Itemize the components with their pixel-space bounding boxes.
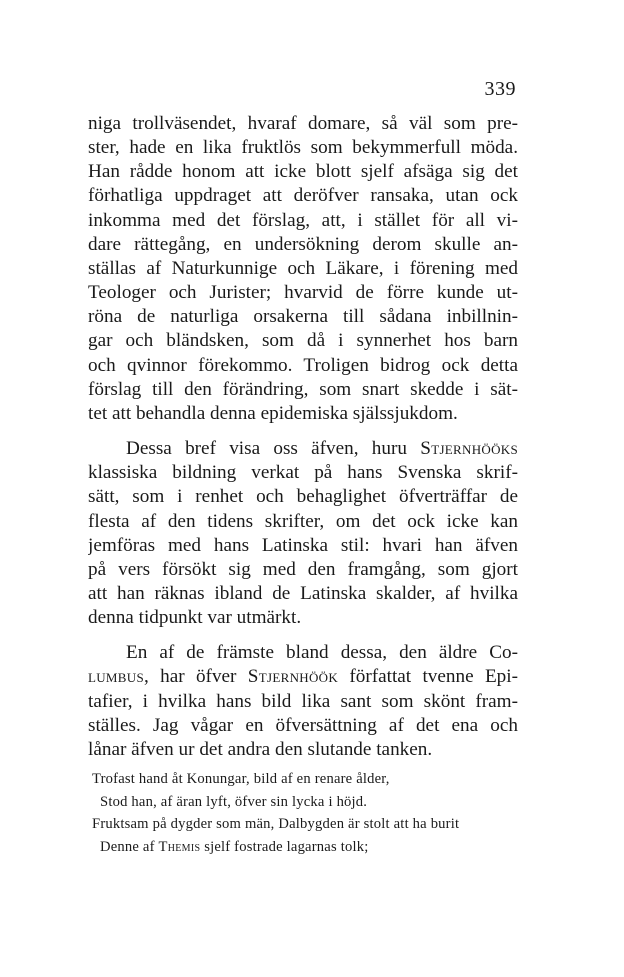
text-line: ster, hade en lika fruktlös som bekymmerfull möda. xyxy=(88,137,518,159)
text-line: att han räknas ibland de Latinska skalder, af hvilka xyxy=(88,582,518,604)
body-text xyxy=(88,112,518,762)
person-name: Stjernhöök xyxy=(247,666,339,688)
text-span: författat tvenne Epi- xyxy=(338,666,518,688)
paragraph-3 xyxy=(88,641,518,762)
text-line: Teologer och Jurister; hvarvid de förre kunde ut- xyxy=(88,282,518,304)
poem-line: Fruktsam på dygder som män, Dalbygden är stolt att ha burit xyxy=(92,816,460,833)
text-line: gar och bländsken, som då i synnerhet hos barn xyxy=(88,330,518,352)
text-line: på vers försökt sig med den framgång, som gjort xyxy=(88,558,518,580)
paragraph-2 xyxy=(88,437,518,630)
text-line: denna tidpunkt var utmärkt. xyxy=(88,607,302,629)
text-line: Han rådde honom att icke blott sjelf afsäga sig det xyxy=(88,161,518,183)
poem xyxy=(92,768,518,858)
text-line: förslag till den förändring, som snart skedde i sät- xyxy=(88,378,518,400)
text-line: sätt, som i renhet och behaglighet öfverträffar de xyxy=(88,486,518,508)
text-line xyxy=(88,437,518,461)
text-line: dare rättegång, en undersökning derom skulle an- xyxy=(88,233,518,255)
text-line: förhatliga uppdraget att deröfver ransaka, utan ock xyxy=(88,185,518,207)
text-line: inkomma med det förslag, att, i stället för all vi- xyxy=(88,209,518,231)
person-name: lumbus xyxy=(88,666,144,688)
poem-line: Stod han, af äran lyft, öfver sin lycka i höjd. xyxy=(100,793,368,810)
text-line: niga trollväsendet, hvaraf domare, så väl som pre- xyxy=(88,113,518,134)
text-span: sjelf fostrade lagarnas tolk; xyxy=(200,838,369,855)
paragraph-1 xyxy=(88,112,518,426)
text-line: tafier, i hvilka hans bild lika sant som skönt fram- xyxy=(88,690,518,712)
text-line: klassiska bildning verkat på hans Svenska skrif- xyxy=(88,462,518,484)
page-number: 339 xyxy=(484,78,516,100)
text-line: ställes. Jag vågar en öfversättning af det ena och xyxy=(88,714,518,736)
poem-line xyxy=(92,836,518,859)
text-line: lånar äfven ur det andra den slutande tanken. xyxy=(88,738,433,760)
text-line: flesta af den tidens skrifter, om det ock icke kan xyxy=(88,510,518,532)
poem-line: Trofast hand åt Konungar, bild af en renare ålder, xyxy=(92,771,390,787)
text-line xyxy=(88,665,518,689)
person-name: Themis xyxy=(158,838,201,855)
text-line: och qvinnor förekommo. Troligen bidrog ock detta xyxy=(88,354,518,376)
person-name: Stjernhööks xyxy=(420,438,518,460)
text-line: En af de främste bland dessa, den äldre Co- xyxy=(126,642,518,664)
text-line: röna de naturliga orsakerna till sådana inbillnin- xyxy=(88,306,518,328)
text-line: ställas af Naturkunnige och Läkare, i förening med xyxy=(88,257,518,279)
text-line: jemföras med hans Latinska stil: hvari han äfven xyxy=(88,534,518,556)
text-span: Dessa bref visa oss äfven, huru xyxy=(126,438,421,460)
text-line: tet att behandla denna epidemiska själssjukdom. xyxy=(88,402,458,424)
text-span: Denne af xyxy=(100,838,159,855)
text-span: , har öfver xyxy=(143,666,248,688)
